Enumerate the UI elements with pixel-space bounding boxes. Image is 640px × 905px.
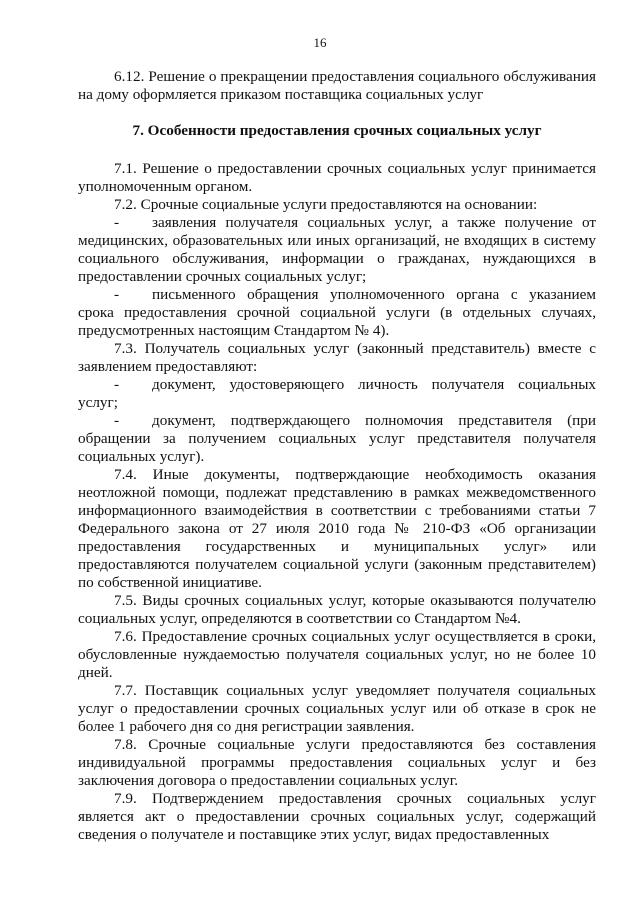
document-body [78, 68, 596, 844]
paragraph-7-2: 7.2. Срочные социальные услуги предоставляются на основании: [114, 196, 538, 213]
dash-marker: - [114, 214, 120, 231]
dash-marker: - [114, 376, 120, 393]
dash-marker: - [114, 286, 120, 303]
list-item-text: документ, подтверждающего полномочия представителя (при обращении за получением социальных услуг представителя получателя социальных услуг). [78, 412, 596, 465]
list-item-7-3-b [78, 412, 596, 466]
list-item-7-3-a [78, 376, 596, 412]
paragraph-6-12: 6.12. Решение о прекращении предоставления социального обслуживания на дому оформляется приказом поставщика социальных услуг [78, 68, 596, 103]
page-number: 16 [313, 35, 327, 50]
paragraph-7-5: 7.5. Виды срочных социальных услуг, которые оказываются получателю социальных услуг, определяются в соответствии со Стандартом №4. [78, 592, 596, 627]
list-item-7-2-a [78, 214, 596, 286]
list-item-text: документ, удостоверяющего личность получателя социальных услуг; [78, 376, 596, 411]
dash-marker: - [114, 412, 120, 429]
paragraph-7-7: 7.7. Поставщик социальных услуг уведомляет получателя социальных услуг о предоставлении срочных социальных услуг или об отказе в срок не более 1 рабочего дня со дня регистрации заявления. [78, 682, 596, 735]
list-item-text: заявления получателя социальных услуг, а также получение от медицинских, образовательных или иных организаций, не входящих в систему социального обслуживания, информации о гражданах, нуждающихся в предоставлении срочных социальных услуг; [78, 214, 596, 285]
paragraph-7-9: 7.9. Подтверждением предоставления срочных социальных услуг является акт о предоставлении срочных социальных услуг, содержащий сведения о получателе и поставщике этих услуг, видах предоставленных [78, 790, 596, 843]
list-item-text: письменного обращения уполномоченного органа с указанием срока предоставления срочной социальной услуги (в отдельных случаях, предусмотренных настоящим Стандартом № 4). [78, 286, 596, 339]
section-title: 7. Особенности предоставления срочных социальных услуг [132, 122, 542, 139]
paragraph-7-3: 7.3. Получатель социальных услуг (законный представитель) вместе с заявлением предоставляют: [78, 340, 596, 375]
paragraph-7-1: 7.1. Решение о предоставлении срочных социальных услуг принимается уполномоченным органом. [78, 160, 596, 195]
paragraph-7-8: 7.8. Срочные социальные услуги предоставляются без составления индивидуальной программы предоставления социальных услуг и без заключения договора о предоставлении социальных услуг. [78, 736, 596, 789]
paragraph-7-4: 7.4. Иные документы, подтверждающие необходимость оказания неотложной помощи, подлежат представлению в рамках межведомственного информационного взаимодействия в соответствии с требованиями статьи 7 Федерального закона от 27 июля 2010 года № 210-ФЗ «Об организации предоставления государственных и муниципальных услуг» или предоставляются получателем социальной услуги (законным представителем) по собственной инициативе. [78, 466, 596, 591]
list-item-7-2-b [78, 286, 596, 340]
paragraph-7-6: 7.6. Предоставление срочных социальных услуг осуществляется в сроки, обусловленные нуждаемостью получателя социальных услуг, но не более 10 дней. [78, 628, 596, 681]
